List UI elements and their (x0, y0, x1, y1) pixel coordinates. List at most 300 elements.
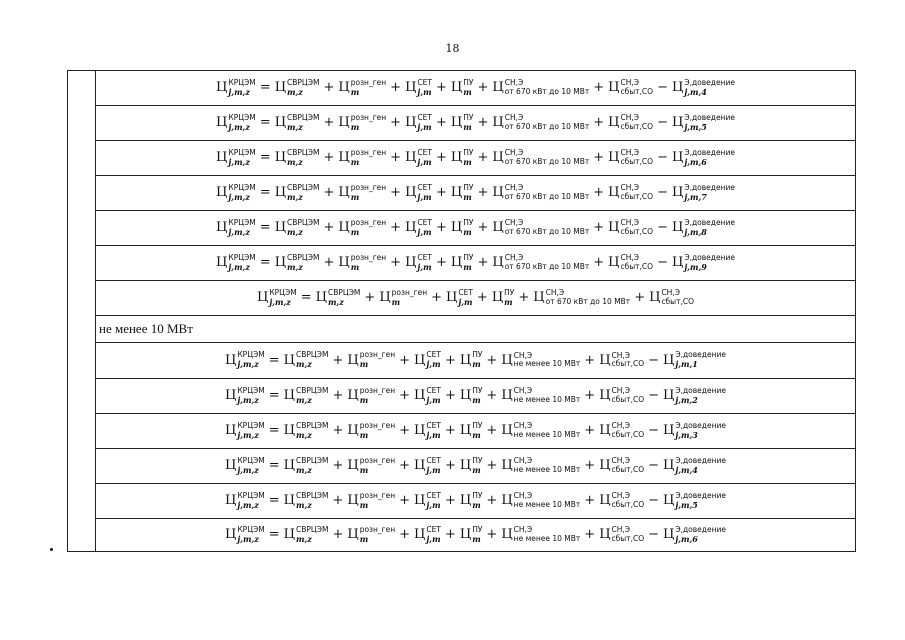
price-term (450, 252, 474, 272)
term-subscript: j,m,z (269, 296, 291, 307)
term-subscript: m (350, 191, 360, 202)
term-subscript: j,m (426, 499, 441, 510)
price-symbol: Ц (216, 80, 228, 96)
term-subscript: j,m (417, 121, 432, 132)
operator: + (444, 493, 456, 509)
price-symbol: Ц (274, 80, 287, 96)
term-superscript: Э,доведение (675, 420, 726, 430)
term-superscript: КРЦЭМ (228, 252, 256, 262)
term-subscript: j,m,z (237, 499, 259, 510)
price-symbol: Ц (459, 423, 472, 439)
term-superscript: СВРЦЭМ (287, 182, 320, 192)
price-term (225, 490, 265, 510)
price-term (274, 147, 320, 167)
price-symbol: Ц (501, 352, 513, 368)
term-subscript: j,m,7 (684, 191, 707, 202)
operator: + (477, 220, 489, 236)
term-superscript: Э,доведение (675, 490, 726, 500)
operator: = (259, 150, 271, 166)
price-symbol: Ц (459, 458, 472, 474)
price-symbol: Ц (414, 458, 426, 474)
price-term (501, 527, 580, 543)
price-term (405, 147, 432, 167)
term-subscript: m (472, 394, 481, 405)
term-subscript: сбыт,СО (611, 359, 645, 369)
price-term (405, 77, 432, 97)
price-symbol: Ц (599, 527, 611, 543)
operator: + (323, 115, 335, 131)
operator: = (259, 80, 271, 96)
term-subscript: m,z (287, 191, 303, 202)
price-symbol: Ц (671, 255, 684, 271)
term-subscript: m,z (296, 499, 312, 510)
formula-row (96, 519, 855, 551)
formula-row (96, 106, 855, 141)
formula (256, 287, 695, 307)
term-subscript: m (359, 499, 369, 510)
operator: + (444, 388, 456, 404)
term-subscript: m (463, 121, 472, 132)
term-subscript: m (350, 121, 360, 132)
price-term (347, 352, 395, 368)
term-subscript: m (463, 226, 472, 237)
term-superscript: КРЦЭМ (237, 490, 265, 500)
price-term (274, 252, 320, 272)
price-symbol: Ц (347, 352, 359, 368)
price-symbol: Ц (446, 290, 458, 306)
term-superscript: ПУ (463, 252, 474, 262)
price-term (414, 352, 441, 368)
operator: − (648, 423, 660, 439)
formula-row (96, 246, 855, 281)
term-subscript: не менее 10 МВт (513, 499, 581, 509)
formula-row (96, 414, 855, 449)
price-term (216, 112, 256, 132)
operator: + (486, 352, 498, 368)
price-term (274, 112, 320, 132)
term-subscript: j,m (426, 394, 441, 405)
term-subscript: сбыт,СО (611, 464, 645, 474)
price-term (274, 77, 320, 97)
price-symbol: Ц (405, 220, 417, 236)
price-term (274, 182, 320, 202)
price-term (347, 420, 396, 440)
price-symbol: Ц (216, 150, 228, 166)
price-symbol: Ц (347, 458, 359, 474)
operator: − (657, 80, 668, 96)
term-superscript: СН,Э (513, 525, 533, 535)
price-term (225, 385, 265, 405)
price-term (501, 350, 581, 369)
price-symbol: Ц (347, 388, 359, 404)
price-symbol: Ц (501, 423, 513, 439)
operator: − (648, 458, 660, 474)
formula (225, 420, 726, 440)
term-superscript: СВРЦЭМ (296, 455, 329, 465)
price-term (405, 112, 432, 132)
term-superscript: СН,Э (620, 218, 639, 228)
term-subscript: сбыт,СО (620, 226, 654, 236)
term-subscript: m (359, 359, 369, 370)
term-superscript: СН,Э (513, 491, 533, 501)
term-superscript: СЕТ (458, 287, 473, 297)
operator: + (444, 527, 456, 543)
formula (225, 524, 726, 544)
term-subscript: не менее 10 МВт (513, 533, 581, 543)
term-subscript: m (359, 533, 369, 544)
price-term (338, 112, 387, 132)
price-symbol: Ц (347, 527, 359, 543)
price-symbol: Ц (671, 220, 684, 236)
term-subscript: сбыт,СО (620, 86, 654, 96)
price-term (216, 252, 256, 272)
price-term (414, 455, 441, 475)
term-subscript: j,m,z (237, 429, 259, 440)
price-term (315, 287, 361, 307)
term-superscript: розн_ген (359, 524, 396, 534)
operator: = (259, 185, 271, 201)
term-superscript: СВРЦЭМ (296, 350, 329, 360)
price-symbol: Ц (216, 255, 228, 271)
term-subscript: m,z (296, 394, 312, 405)
price-symbol: Ц (608, 150, 620, 166)
term-superscript: СН,Э (504, 148, 524, 158)
formula-row (96, 484, 855, 519)
term-subscript: от 670 кВт до 10 МВт (504, 156, 590, 166)
formula-table (67, 70, 856, 552)
operator: + (399, 527, 411, 543)
term-superscript: СВРЦЭМ (287, 112, 320, 122)
term-superscript: розн_ген (359, 455, 396, 465)
price-term (338, 77, 387, 97)
operator: + (634, 290, 646, 306)
term-superscript: ПУ (472, 455, 483, 465)
page-number: 18 (445, 42, 460, 55)
term-subscript: m,z (287, 156, 303, 167)
term-subscript: j,m,z (228, 121, 250, 132)
operator: + (477, 255, 489, 271)
formula-row (96, 449, 855, 484)
price-term (608, 115, 653, 131)
price-symbol: Ц (599, 352, 611, 368)
operator: + (584, 493, 596, 509)
operator: + (444, 352, 456, 368)
price-symbol: Ц (274, 150, 287, 166)
price-term (663, 490, 726, 510)
term-subscript: j,m,z (228, 191, 250, 202)
price-symbol: Ц (671, 115, 684, 131)
price-symbol: Ц (599, 423, 611, 439)
operator: + (477, 115, 489, 131)
term-subscript: j,m (426, 533, 441, 544)
term-subscript: m,z (296, 464, 312, 475)
price-term (492, 150, 589, 166)
term-subscript: m (359, 394, 369, 405)
operator: + (584, 458, 596, 474)
term-subscript: не менее 10 МВт (513, 359, 581, 369)
term-superscript: СН,Э (611, 421, 631, 431)
operator: + (435, 115, 447, 131)
term-superscript: СВРЦЭМ (296, 524, 329, 534)
price-symbol: Ц (225, 388, 237, 404)
price-symbol: Ц (405, 150, 417, 166)
term-superscript: Э,доведение (675, 455, 726, 465)
price-symbol: Ц (405, 185, 417, 201)
price-term (459, 385, 483, 405)
term-superscript: СН,Э (545, 288, 565, 298)
price-symbol: Ц (414, 388, 426, 404)
price-symbol: Ц (459, 493, 472, 509)
term-subscript: m (359, 464, 369, 475)
operator: + (477, 185, 489, 201)
operator: − (657, 150, 668, 166)
price-term (379, 287, 428, 307)
price-term (599, 493, 644, 509)
term-superscript: СЕТ (417, 77, 432, 87)
term-superscript: СН,Э (620, 183, 639, 193)
formula-row (96, 141, 855, 176)
term-subscript: m (463, 191, 472, 202)
formula (216, 112, 735, 132)
term-superscript: ПУ (463, 182, 474, 192)
term-subscript: j,m,9 (684, 261, 707, 272)
term-superscript: розн_ген (350, 217, 387, 227)
operator: + (323, 150, 335, 166)
operator: + (486, 458, 498, 474)
price-term (414, 490, 441, 510)
price-symbol: Ц (608, 185, 620, 201)
price-symbol: Ц (492, 185, 504, 201)
price-symbol: Ц (216, 220, 228, 236)
term-superscript: КРЦЭМ (237, 420, 265, 430)
term-subscript: j,m,z (228, 156, 250, 167)
price-term (608, 220, 653, 236)
price-term (459, 455, 483, 475)
price-symbol: Ц (501, 388, 513, 404)
price-symbol: Ц (225, 352, 237, 368)
term-subscript: j,m,8 (684, 226, 707, 237)
term-subscript: m (463, 156, 472, 167)
price-term (608, 150, 653, 166)
term-superscript: СЕТ (417, 252, 432, 262)
term-superscript: розн_ген (350, 182, 387, 192)
operator: + (593, 115, 605, 131)
term-subscript: сбыт,СО (611, 499, 645, 509)
term-subscript: m (504, 296, 513, 307)
term-superscript: Э,доведение (675, 524, 726, 534)
operator: + (323, 185, 335, 201)
term-superscript: СН,Э (504, 183, 524, 193)
operator: = (268, 458, 280, 474)
term-subscript: j,m,4 (684, 86, 707, 97)
term-superscript: ПУ (463, 217, 474, 227)
term-superscript: ПУ (472, 420, 483, 430)
term-subscript: j,m (417, 156, 432, 167)
price-term (459, 524, 483, 544)
term-subscript: j,m,4 (675, 464, 698, 475)
term-superscript: КРЦЭМ (269, 287, 297, 297)
price-symbol: Ц (663, 423, 675, 439)
term-subscript: m,z (296, 533, 312, 544)
price-term (283, 490, 329, 510)
term-subscript: m (463, 86, 472, 97)
price-symbol: Ц (599, 388, 611, 404)
operator: + (364, 290, 376, 306)
price-symbol: Ц (405, 255, 417, 271)
operator: + (593, 220, 605, 236)
term-superscript: СН,Э (611, 350, 631, 360)
term-superscript: розн_ген (350, 77, 387, 87)
price-symbol: Ц (283, 493, 295, 509)
price-term (671, 147, 735, 167)
term-subscript: не менее 10 МВт (513, 394, 581, 404)
operator: + (584, 423, 596, 439)
term-superscript: СН,Э (513, 350, 533, 360)
price-symbol: Ц (414, 527, 426, 543)
operator: + (390, 255, 402, 271)
operator: + (390, 185, 402, 201)
term-subscript: m,z (287, 226, 303, 237)
formula-row (96, 211, 855, 246)
operator: = (268, 423, 280, 439)
operator: = (268, 493, 280, 509)
operator: − (648, 388, 660, 404)
price-symbol: Ц (608, 80, 620, 96)
formula-row (96, 379, 855, 414)
price-symbol: Ц (338, 80, 350, 96)
price-term (414, 420, 441, 440)
term-subscript: j,m,z (237, 464, 259, 475)
price-symbol: Ц (274, 185, 287, 201)
price-term (216, 147, 256, 167)
operator: + (390, 115, 402, 131)
term-superscript: СН,Э (513, 421, 533, 431)
operator: + (435, 80, 447, 96)
section-heading (96, 316, 855, 343)
price-symbol: Ц (599, 458, 611, 474)
price-term (414, 524, 441, 544)
term-superscript: КРЦЭМ (228, 77, 256, 87)
term-subscript: j,m,z (237, 394, 259, 405)
term-subscript: j,m (417, 86, 432, 97)
term-superscript: СН,Э (513, 456, 533, 466)
operator: + (399, 388, 411, 404)
formula (216, 217, 735, 237)
operator: + (390, 220, 402, 236)
operator: + (486, 527, 498, 543)
term-superscript: Э,доведение (684, 147, 735, 157)
term-superscript: СЕТ (426, 420, 441, 430)
term-superscript: СВРЦЭМ (296, 385, 329, 395)
price-symbol: Ц (225, 423, 237, 439)
price-symbol: Ц (414, 352, 426, 368)
price-term (492, 255, 589, 271)
term-superscript: КРЦЭМ (237, 350, 265, 360)
formula (225, 385, 726, 405)
price-term (663, 420, 726, 440)
operator: + (332, 493, 344, 509)
formula (225, 455, 726, 475)
term-subscript: m (472, 429, 481, 440)
term-superscript: СВРЦЭМ (287, 217, 320, 227)
price-term (450, 77, 474, 97)
term-subscript: j,m (417, 226, 432, 237)
price-symbol: Ц (274, 255, 287, 271)
operator: + (435, 185, 447, 201)
operator: + (390, 150, 402, 166)
term-subscript: j,m,z (228, 86, 250, 97)
price-term (501, 458, 580, 474)
price-symbol: Ц (450, 80, 463, 96)
price-symbol: Ц (501, 458, 513, 474)
price-symbol: Ц (608, 220, 620, 236)
term-subscript: j,m,z (237, 359, 259, 370)
price-term (608, 255, 653, 271)
term-superscript: СН,Э (611, 456, 631, 466)
price-symbol: Ц (225, 527, 237, 543)
price-term (663, 455, 726, 475)
price-symbol: Ц (599, 493, 611, 509)
operator: + (486, 388, 498, 404)
term-subscript: m (350, 86, 360, 97)
term-superscript: ПУ (472, 385, 483, 395)
term-subscript: m,z (287, 261, 303, 272)
term-subscript: j,m (417, 191, 432, 202)
operator: − (657, 220, 668, 236)
price-symbol: Ц (283, 352, 295, 368)
price-term (274, 217, 320, 237)
term-subscript: от 670 кВт до 10 МВт (504, 86, 590, 96)
term-superscript: ПУ (472, 350, 483, 360)
formula-row (96, 71, 855, 106)
price-symbol: Ц (256, 290, 269, 306)
price-symbol: Ц (671, 150, 684, 166)
price-term (608, 80, 653, 96)
term-subscript: сбыт,СО (611, 394, 645, 404)
formula-row (96, 281, 855, 316)
price-symbol: Ц (347, 423, 359, 439)
price-term (663, 524, 726, 544)
price-term (347, 490, 396, 510)
term-superscript: СН,Э (661, 288, 680, 298)
term-superscript: ПУ (463, 112, 474, 122)
price-term (501, 493, 580, 509)
term-superscript: Э,доведение (684, 182, 735, 192)
price-term (284, 352, 329, 368)
price-term (450, 217, 474, 237)
section-label: не менее 10 МВт (99, 321, 193, 336)
price-term (338, 252, 387, 272)
price-symbol: Ц (450, 185, 463, 201)
price-symbol: Ц (283, 423, 295, 439)
price-term (450, 147, 474, 167)
price-symbol: Ц (216, 115, 228, 131)
term-superscript: СВРЦЭМ (296, 490, 329, 500)
operator: + (444, 423, 456, 439)
formula (216, 252, 735, 272)
term-subscript: j,m (426, 464, 441, 475)
operator: = (259, 115, 271, 131)
operator: + (399, 352, 411, 368)
term-superscript: СЕТ (417, 217, 432, 227)
term-superscript: СН,Э (611, 525, 631, 535)
price-term (446, 287, 473, 307)
operator: = (300, 290, 312, 306)
price-symbol: Ц (283, 388, 295, 404)
term-superscript: СВРЦЭМ (296, 420, 329, 430)
term-subscript: не менее 10 МВт (513, 429, 581, 439)
price-symbol: Ц (663, 493, 675, 509)
